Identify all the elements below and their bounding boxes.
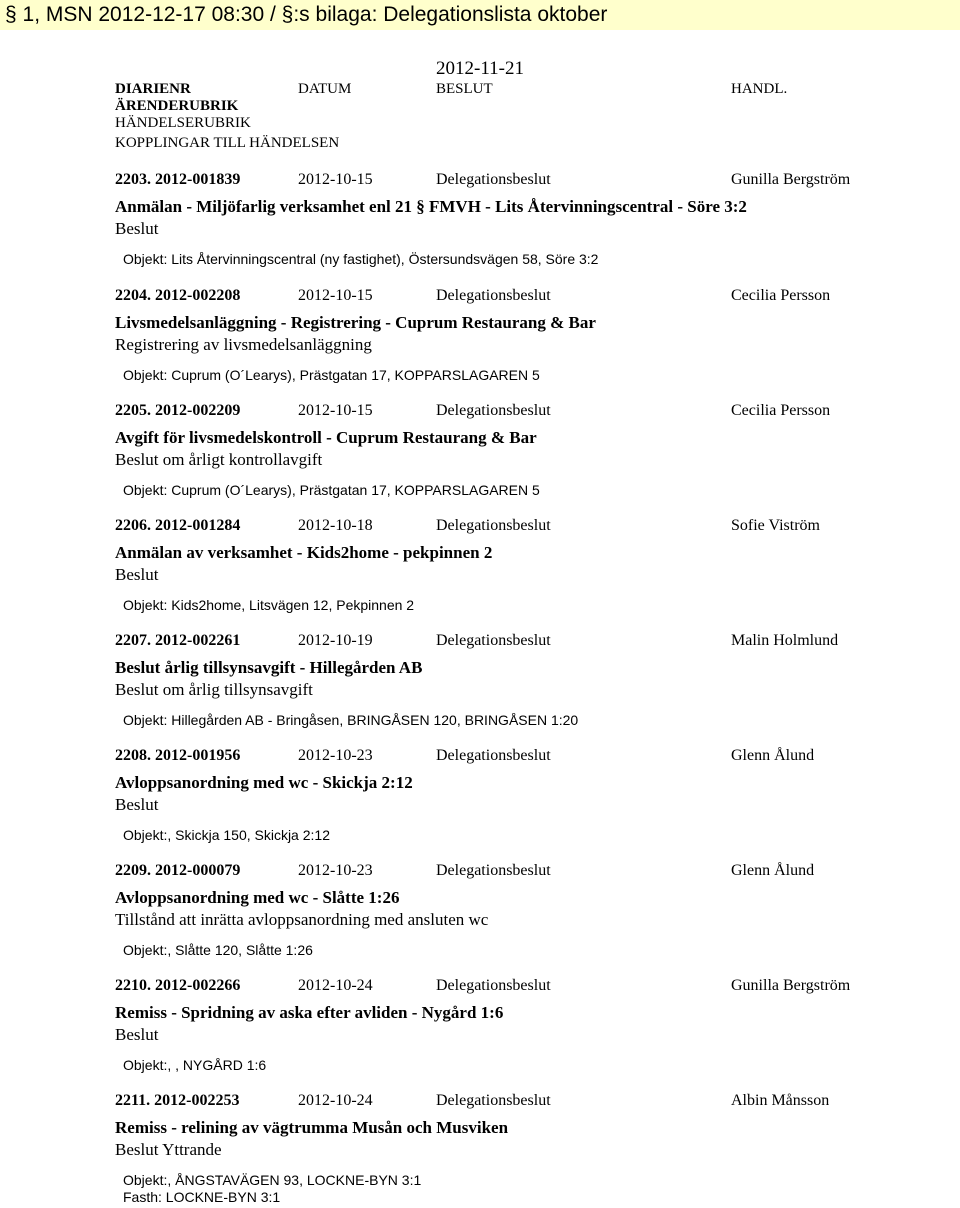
entry-number: 2204. 2012-002208 [115, 287, 241, 304]
entry-date: 2012-10-19 [298, 632, 373, 649]
entry-handler: Gunilla Bergström [731, 977, 851, 994]
entry-object: Objekt: Cuprum (O´Learys), Prästgatan 17, KOPPARSLAGAREN 5 [123, 367, 540, 383]
entry-description: Beslut [115, 219, 159, 238]
entry-object: Objekt: Cuprum (O´Learys), Prästgatan 17, KOPPARSLAGAREN 5 [123, 482, 540, 498]
entry-number: 2209. 2012-000079 [115, 862, 241, 879]
entry-decision-type: Delegationsbeslut [436, 287, 551, 304]
list-item [115, 171, 955, 268]
list-item [115, 632, 955, 729]
entry-decision-type: Delegationsbeslut [436, 747, 551, 764]
entry-meta-row [115, 402, 955, 424]
entry-number: 2207. 2012-002261 [115, 632, 241, 649]
entry-decision-type: Delegationsbeslut [436, 977, 551, 994]
entry-title: Beslut årlig tillsynsavgift - Hillegården AB [115, 658, 423, 677]
list-item [115, 402, 955, 499]
entry-object-extra: Fasth: LOCKNE-BYN 3:1 [123, 1189, 281, 1205]
entry-description: Beslut [115, 565, 159, 584]
entry-description: Registrering av livsmedelsanläggning [115, 335, 372, 354]
entry-meta-row [115, 977, 955, 999]
entry-title: Livsmedelsanläggning - Registrering - Cuprum Restaurang & Bar [115, 313, 596, 332]
entry-object: Objekt:, Slåtte 120, Slåtte 1:26 [123, 942, 313, 958]
entry-description: Beslut Yttrande [115, 1140, 222, 1159]
entry-handler: Cecilia Persson [731, 287, 831, 304]
entry-meta-row [115, 632, 955, 654]
entry-number: 2210. 2012-002266 [115, 977, 241, 994]
entry-title: Anmälan - Miljöfarlig verksamhet enl 21 § FMVH - Lits Återvinningscentral - Söre 3:2 [115, 197, 747, 216]
list-date: 2012-11-21 [436, 58, 524, 79]
header-kopplingar: KOPPLINGAR TILL HÄNDELSEN [115, 135, 340, 151]
entry-handler: Sofie Viström [731, 517, 820, 534]
entry-title: Avloppsanordning med wc - Skickja 2:12 [115, 773, 413, 792]
entry-decision-type: Delegationsbeslut [436, 632, 551, 649]
entry-decision-type: Delegationsbeslut [436, 402, 551, 419]
entry-object: Objekt:, , NYGÅRD 1:6 [123, 1057, 267, 1073]
entry-object: Objekt: Hillegården AB - Bringåsen, BRINGÅSEN 120, BRINGÅSEN 1:20 [123, 712, 579, 728]
entry-date: 2012-10-24 [298, 1092, 373, 1109]
entry-object: Objekt: Lits Återvinningscentral (ny fastighet), Östersundsvägen 58, Söre 3:2 [123, 251, 599, 267]
entry-handler: Gunilla Bergström [731, 171, 851, 188]
entry-description: Beslut om årlig tillsynsavgift [115, 680, 313, 699]
entry-handler: Glenn Ålund [731, 747, 815, 764]
entry-date: 2012-10-15 [298, 287, 373, 304]
entry-title: Avgift för livsmedelskontroll - Cuprum Restaurang & Bar [115, 428, 537, 447]
entry-number: 2208. 2012-001956 [115, 747, 241, 764]
list-item [115, 977, 955, 1074]
entry-decision-type: Delegationsbeslut [436, 1092, 551, 1109]
entry-number: 2206. 2012-001284 [115, 517, 241, 534]
entry-date: 2012-10-18 [298, 517, 373, 534]
entry-meta-row [115, 171, 955, 193]
list-item [115, 287, 955, 384]
entry-meta-row [115, 862, 955, 884]
entry-title: Remiss - relining av vägtrumma Musån och Musviken [115, 1118, 509, 1137]
entry-handler: Malin Holmlund [731, 632, 839, 649]
entry-description: Tillstånd att inrätta avloppsanordning med ansluten wc [115, 910, 489, 929]
list-item [115, 1092, 955, 1206]
entry-number: 2211. 2012-002253 [115, 1092, 240, 1109]
document-banner: § 1, MSN 2012-12-17 08:30 / §:s bilaga: Delegationslista oktober [0, 0, 960, 30]
list-item [115, 517, 955, 614]
entry-description: Beslut [115, 1025, 159, 1044]
entry-handler: Albin Månsson [731, 1092, 830, 1109]
entry-number: 2203. 2012-001839 [115, 171, 241, 188]
entry-object: Objekt: Kids2home, Litsvägen 12, Pekpinnen 2 [123, 597, 415, 613]
entry-date: 2012-10-24 [298, 977, 373, 994]
entry-meta-row [115, 1092, 955, 1114]
header-beslut: BESLUT [436, 81, 493, 97]
header-diarienr: DIARIENR [115, 81, 191, 97]
entry-date: 2012-10-23 [298, 747, 373, 764]
entry-decision-type: Delegationsbeslut [436, 171, 551, 188]
entry-meta-row [115, 517, 955, 539]
header-handl: HANDL. [731, 81, 788, 97]
header-datum: DATUM [298, 81, 352, 97]
entry-handler: Cecilia Persson [731, 402, 831, 419]
entry-description: Beslut [115, 795, 159, 814]
entry-date: 2012-10-15 [298, 402, 373, 419]
entry-description: Beslut om årligt kontrollavgift [115, 450, 323, 469]
entry-meta-row [115, 747, 955, 769]
entry-date: 2012-10-15 [298, 171, 373, 188]
entry-title: Avloppsanordning med wc - Slåtte 1:26 [115, 888, 400, 907]
entry-number: 2205. 2012-002209 [115, 402, 241, 419]
entry-meta-row [115, 287, 955, 309]
entry-decision-type: Delegationsbeslut [436, 862, 551, 879]
header-handelserubrik: HÄNDELSERUBRIK [115, 115, 251, 131]
entry-title: Remiss - Spridning av aska efter avliden - Nygård 1:6 [115, 1003, 504, 1022]
header-arenderubrik: ÄRENDERUBRIK [115, 98, 239, 114]
entry-handler: Glenn Ålund [731, 862, 815, 879]
entry-title: Anmälan av verksamhet - Kids2home - pekpinnen 2 [115, 543, 493, 562]
list-item [115, 862, 955, 959]
entry-decision-type: Delegationsbeslut [436, 517, 551, 534]
entry-object: Objekt:, Skickja 150, Skickja 2:12 [123, 827, 330, 843]
entry-object: Objekt:, ÅNGSTAVÄGEN 93, LOCKNE-BYN 3:1 [123, 1172, 422, 1188]
list-item [115, 747, 955, 844]
entry-date: 2012-10-23 [298, 862, 373, 879]
